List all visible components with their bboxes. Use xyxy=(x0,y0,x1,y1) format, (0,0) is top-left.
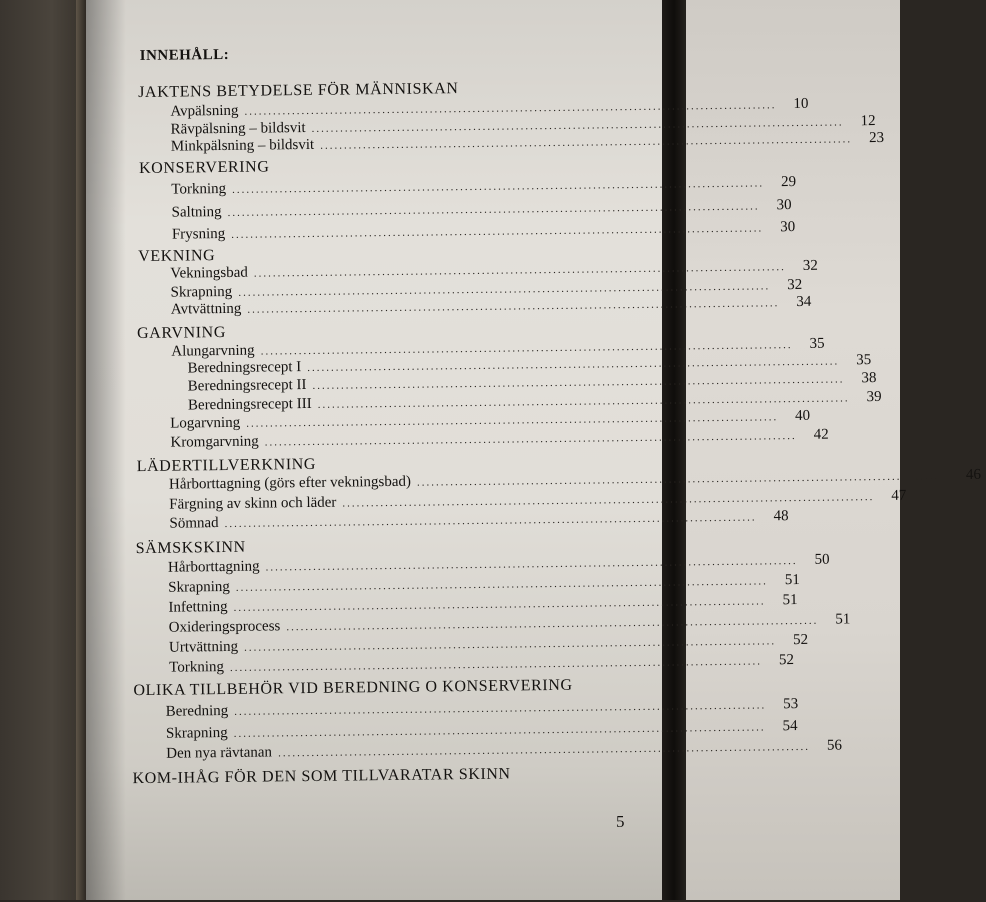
leader-dots: ................................................................................................................ xyxy=(265,555,798,574)
entry-page: 29 xyxy=(780,173,797,191)
entry-page: 51 xyxy=(782,592,798,609)
leader-dots: ................................................................................................................ xyxy=(307,355,840,374)
leader-dots: ................................................................................................................ xyxy=(311,116,844,135)
entry-label: Torkning xyxy=(171,180,227,198)
section-heading: JAKTENS BETYDELSE FÖR MÄNNISKAN xyxy=(138,80,459,102)
entry-page: 34 xyxy=(796,293,812,310)
leader-dots: ................................................................................................................ xyxy=(232,177,765,196)
leader-dots: ................................................................................................................ xyxy=(342,491,875,510)
entry-label: Avpälsning xyxy=(170,102,239,120)
entry-page: 53 xyxy=(783,696,799,713)
entry-page: 46 xyxy=(965,466,981,483)
toc-entry xyxy=(167,551,830,577)
entry-page: 32 xyxy=(787,276,803,294)
entry-label: Infettning xyxy=(168,598,228,616)
entry-page: 47 xyxy=(891,487,907,504)
entry-label: Den nya rävtanan xyxy=(166,744,273,762)
section-heading: GARVNING xyxy=(136,323,227,343)
leader-dots: ................................................................................................................ xyxy=(231,222,764,241)
entry-label: Logarvning xyxy=(170,414,241,432)
section-heading: KONSERVERING xyxy=(138,158,270,178)
entry-label: Kromgarvning xyxy=(170,433,259,451)
leader-dots: ................................................................................................................ xyxy=(320,133,853,152)
entry-page: 30 xyxy=(776,197,792,214)
leader-dots: ................................................................................................................ xyxy=(233,721,766,740)
section-heading: LÄDERTILLVERKNING xyxy=(136,455,317,476)
entry-label: Beredningsrecept III xyxy=(187,395,312,414)
toc-entry xyxy=(168,592,798,617)
toc-title: INNEHÅLL: xyxy=(139,46,230,65)
entry-page: 54 xyxy=(782,718,798,735)
leader-dots: ................................................................................................................ xyxy=(238,280,771,299)
entry-page: 40 xyxy=(795,407,811,425)
entry-label: Torkning xyxy=(169,659,225,676)
leader-dots: ................................................................................................................ xyxy=(244,635,777,654)
section-heading: SÄMSKSKINN xyxy=(135,538,246,558)
entry-label: Beredningsrecept I xyxy=(187,359,302,377)
entry-label: Vekningsbad xyxy=(170,264,248,282)
leader-dots: ................................................................................................................ xyxy=(286,614,819,634)
toc-entry xyxy=(168,631,809,657)
entry-page: 23 xyxy=(869,129,885,147)
entry-page: 30 xyxy=(780,219,796,236)
entry-page: 50 xyxy=(814,551,830,568)
entry-page: 51 xyxy=(835,611,851,628)
section-heading: OLIKA TILLBEHÖR VID BEREDNING O KONSERVERING xyxy=(133,676,573,700)
toc-entry xyxy=(169,652,795,677)
leader-dots: ................................................................................................................ xyxy=(224,511,757,530)
entry-label: Färgning av skinn och läder xyxy=(169,494,337,513)
entry-page: 35 xyxy=(856,352,872,369)
entry-label: Skrapning xyxy=(168,578,230,596)
entry-label: Frysning xyxy=(171,225,226,243)
entry-label: Beredningsrecept II xyxy=(187,376,307,395)
leader-dots: ................................................................................................................ xyxy=(416,470,949,489)
entry-label: Sömnad xyxy=(169,515,219,532)
entry-page: 10 xyxy=(793,95,809,113)
leader-dots: ................................................................................................................ xyxy=(264,430,797,449)
entry-page: 12 xyxy=(860,113,876,130)
toc-entry xyxy=(165,696,799,721)
toc-entry xyxy=(169,508,789,532)
toc-entry xyxy=(171,197,792,221)
leader-dots: ................................................................................................................ xyxy=(235,575,768,594)
page-number: 5 xyxy=(616,812,625,831)
entry-page: 42 xyxy=(813,426,829,443)
entry-page: 39 xyxy=(866,388,882,406)
entry-page: 51 xyxy=(784,571,800,589)
leader-dots: ................................................................................................................ xyxy=(317,392,850,411)
toc-entry xyxy=(170,426,829,451)
leader-dots: ................................................................................................................ xyxy=(233,595,766,614)
section-heading: VEKNING xyxy=(138,247,216,266)
entry-page: 56 xyxy=(826,737,843,754)
toc-entry xyxy=(171,219,796,243)
leader-dots: ................................................................................................................ xyxy=(260,339,793,358)
toc-entry xyxy=(166,737,843,763)
section-heading: KOM-IHÅG FÖR DEN SOM TILLVARATAR SKINN xyxy=(132,765,511,788)
entry-page: 32 xyxy=(802,257,818,274)
entry-label: Hårborttagning xyxy=(167,558,260,576)
entry-label: Skrapning xyxy=(170,283,233,301)
toc-entry xyxy=(165,718,798,743)
leader-dots: ................................................................................................................ xyxy=(312,373,845,392)
entry-label: Beredning xyxy=(165,702,229,720)
leader-dots: ................................................................................................................ xyxy=(277,740,811,760)
toc-entry xyxy=(168,611,851,637)
entry-label: Hårborttagning (görs efter vekningsbad) xyxy=(168,473,412,493)
toc-entry xyxy=(168,571,800,597)
entry-page: 35 xyxy=(809,335,825,352)
entry-page: 38 xyxy=(861,370,877,387)
entry-label: Oxideringsprocess xyxy=(168,618,281,636)
entry-label: Minkpälsning – bildsvit xyxy=(170,136,315,155)
entry-label: Rävpälsning – bildsvit xyxy=(170,119,306,138)
leader-dots: ................................................................................................................ xyxy=(229,655,763,674)
leader-dots: ................................................................................................................ xyxy=(234,699,767,718)
toc-entry xyxy=(171,173,797,198)
entry-page: 52 xyxy=(778,652,795,669)
entry-label: Alungarvning xyxy=(171,342,255,360)
leader-dots: ................................................................................................................ xyxy=(244,99,777,118)
leader-dots: ................................................................................................................ xyxy=(253,261,786,280)
leader-dots: ................................................................................................................ xyxy=(246,411,779,430)
entry-label: Skrapning xyxy=(165,724,228,742)
entry-page: 52 xyxy=(792,631,809,649)
leader-dots: ................................................................................................................ xyxy=(247,297,780,316)
entry-label: Urtvättning xyxy=(168,638,239,656)
entry-label: Saltning xyxy=(171,204,222,221)
entry-page: 48 xyxy=(773,508,789,525)
leader-dots: ................................................................................................................ xyxy=(227,200,760,219)
entry-label: Avtvättning xyxy=(170,300,242,318)
